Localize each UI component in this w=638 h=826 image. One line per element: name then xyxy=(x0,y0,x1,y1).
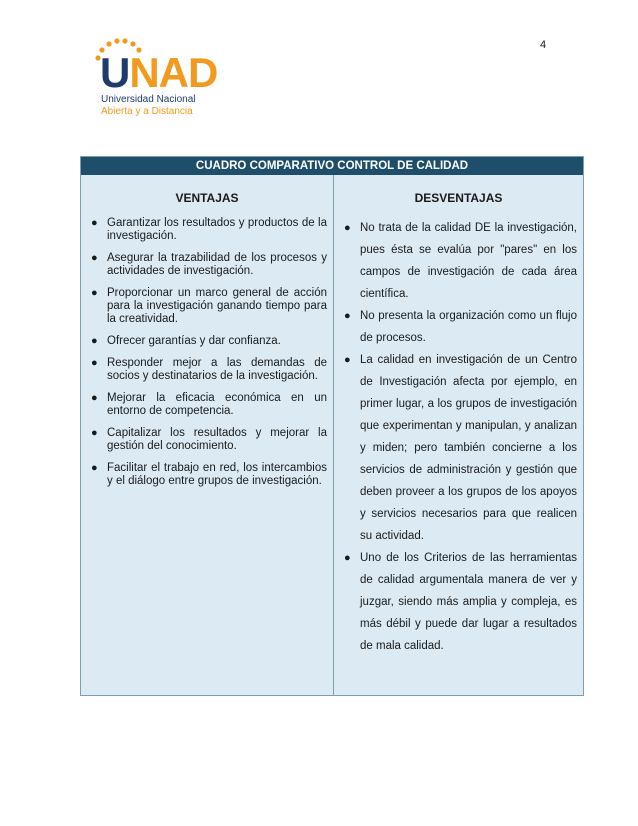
bullet-icon: ● xyxy=(344,552,351,564)
list-item xyxy=(344,547,577,657)
list-item-text: Ofrecer garantías y dar confianza. xyxy=(107,335,281,347)
logo-wordmark: UNAD xyxy=(100,49,218,96)
list-item-text: No trata de la calidad DE la investigación, pues ésta se evalúa por "pares" en los campos de investigación de cada área científica. xyxy=(360,222,577,300)
advantages-header: VENTAJAS xyxy=(175,191,239,205)
logo-subtitle-1: Universidad Nacional xyxy=(101,94,196,105)
list-item xyxy=(91,217,327,243)
list-item xyxy=(344,349,577,547)
bullet-icon: ● xyxy=(344,310,351,322)
list-item xyxy=(91,392,327,418)
table-columns xyxy=(81,175,583,695)
list-item-text: Responder mejor a las demandas de socios y destinatarios de la investigación. xyxy=(107,357,327,382)
comparison-table xyxy=(80,156,584,696)
bullet-icon: ● xyxy=(91,252,98,264)
list-item-text: Uno de los Criterios de las herramientas de calidad argumentala manera de ver y juzgar, siendo más amplia y compleja, es más débil y puede dar lugar a resultados de mala calidad. xyxy=(360,552,577,652)
logo-subtitle-2: Abierta y a Distancia xyxy=(101,106,193,117)
list-item-text: Facilitar el trabajo en red, los intercambios y el diálogo entre grupos de investigación. xyxy=(107,462,327,487)
disadvantages-list xyxy=(344,217,577,657)
bullet-icon: ● xyxy=(344,354,351,366)
table-title: CUADRO COMPARATIVO CONTROL DE CALIDAD xyxy=(81,157,583,175)
list-item xyxy=(91,357,327,383)
list-item xyxy=(91,287,327,326)
bullet-icon: ● xyxy=(344,222,351,234)
advantages-column xyxy=(81,175,334,695)
disadvantages-column xyxy=(334,175,583,695)
list-item-text: Asegurar la trazabilidad de los procesos y actividades de investigación. xyxy=(107,252,327,277)
bullet-icon: ● xyxy=(91,217,98,229)
advantages-list xyxy=(91,217,327,497)
unad-logo xyxy=(90,36,218,120)
list-item xyxy=(91,462,327,488)
bullet-icon: ● xyxy=(91,392,98,404)
page-number: 4 xyxy=(540,39,547,51)
list-item-text: Mejorar la eficacia económica en un entorno de competencia. xyxy=(107,392,327,417)
bullet-icon: ● xyxy=(91,335,98,347)
bullet-icon: ● xyxy=(91,427,98,439)
list-item-text: No presenta la organización como un flujo de procesos. xyxy=(360,310,577,344)
list-item-text: La calidad en investigación de un Centro de Investigación afecta por ejemplo, en primer lugar, a los grupos de investigación que experimentan y manipulan, y analizan y miden; pero también concierne a los servicios de administración y gestión que deben proveer a los grupos de los apoyos y servicios necesarios para que realicen su actividad. xyxy=(360,354,577,542)
disadvantages-header: DESVENTAJAS xyxy=(414,191,503,205)
list-item xyxy=(91,335,327,348)
list-item-text: Proporcionar un marco general de acción para la investigación ganando tiempo para la creatividad. xyxy=(107,287,327,325)
list-item xyxy=(91,427,327,453)
bullet-icon: ● xyxy=(91,287,98,299)
bullet-icon: ● xyxy=(91,357,98,369)
list-item xyxy=(91,252,327,278)
list-item-text: Capitalizar los resultados y mejorar la gestión del conocimiento. xyxy=(107,427,327,452)
list-item xyxy=(344,217,577,305)
bullet-icon: ● xyxy=(91,462,98,474)
list-item xyxy=(344,305,577,349)
list-item-text: Garantizar los resultados y productos de la investigación. xyxy=(107,217,327,242)
